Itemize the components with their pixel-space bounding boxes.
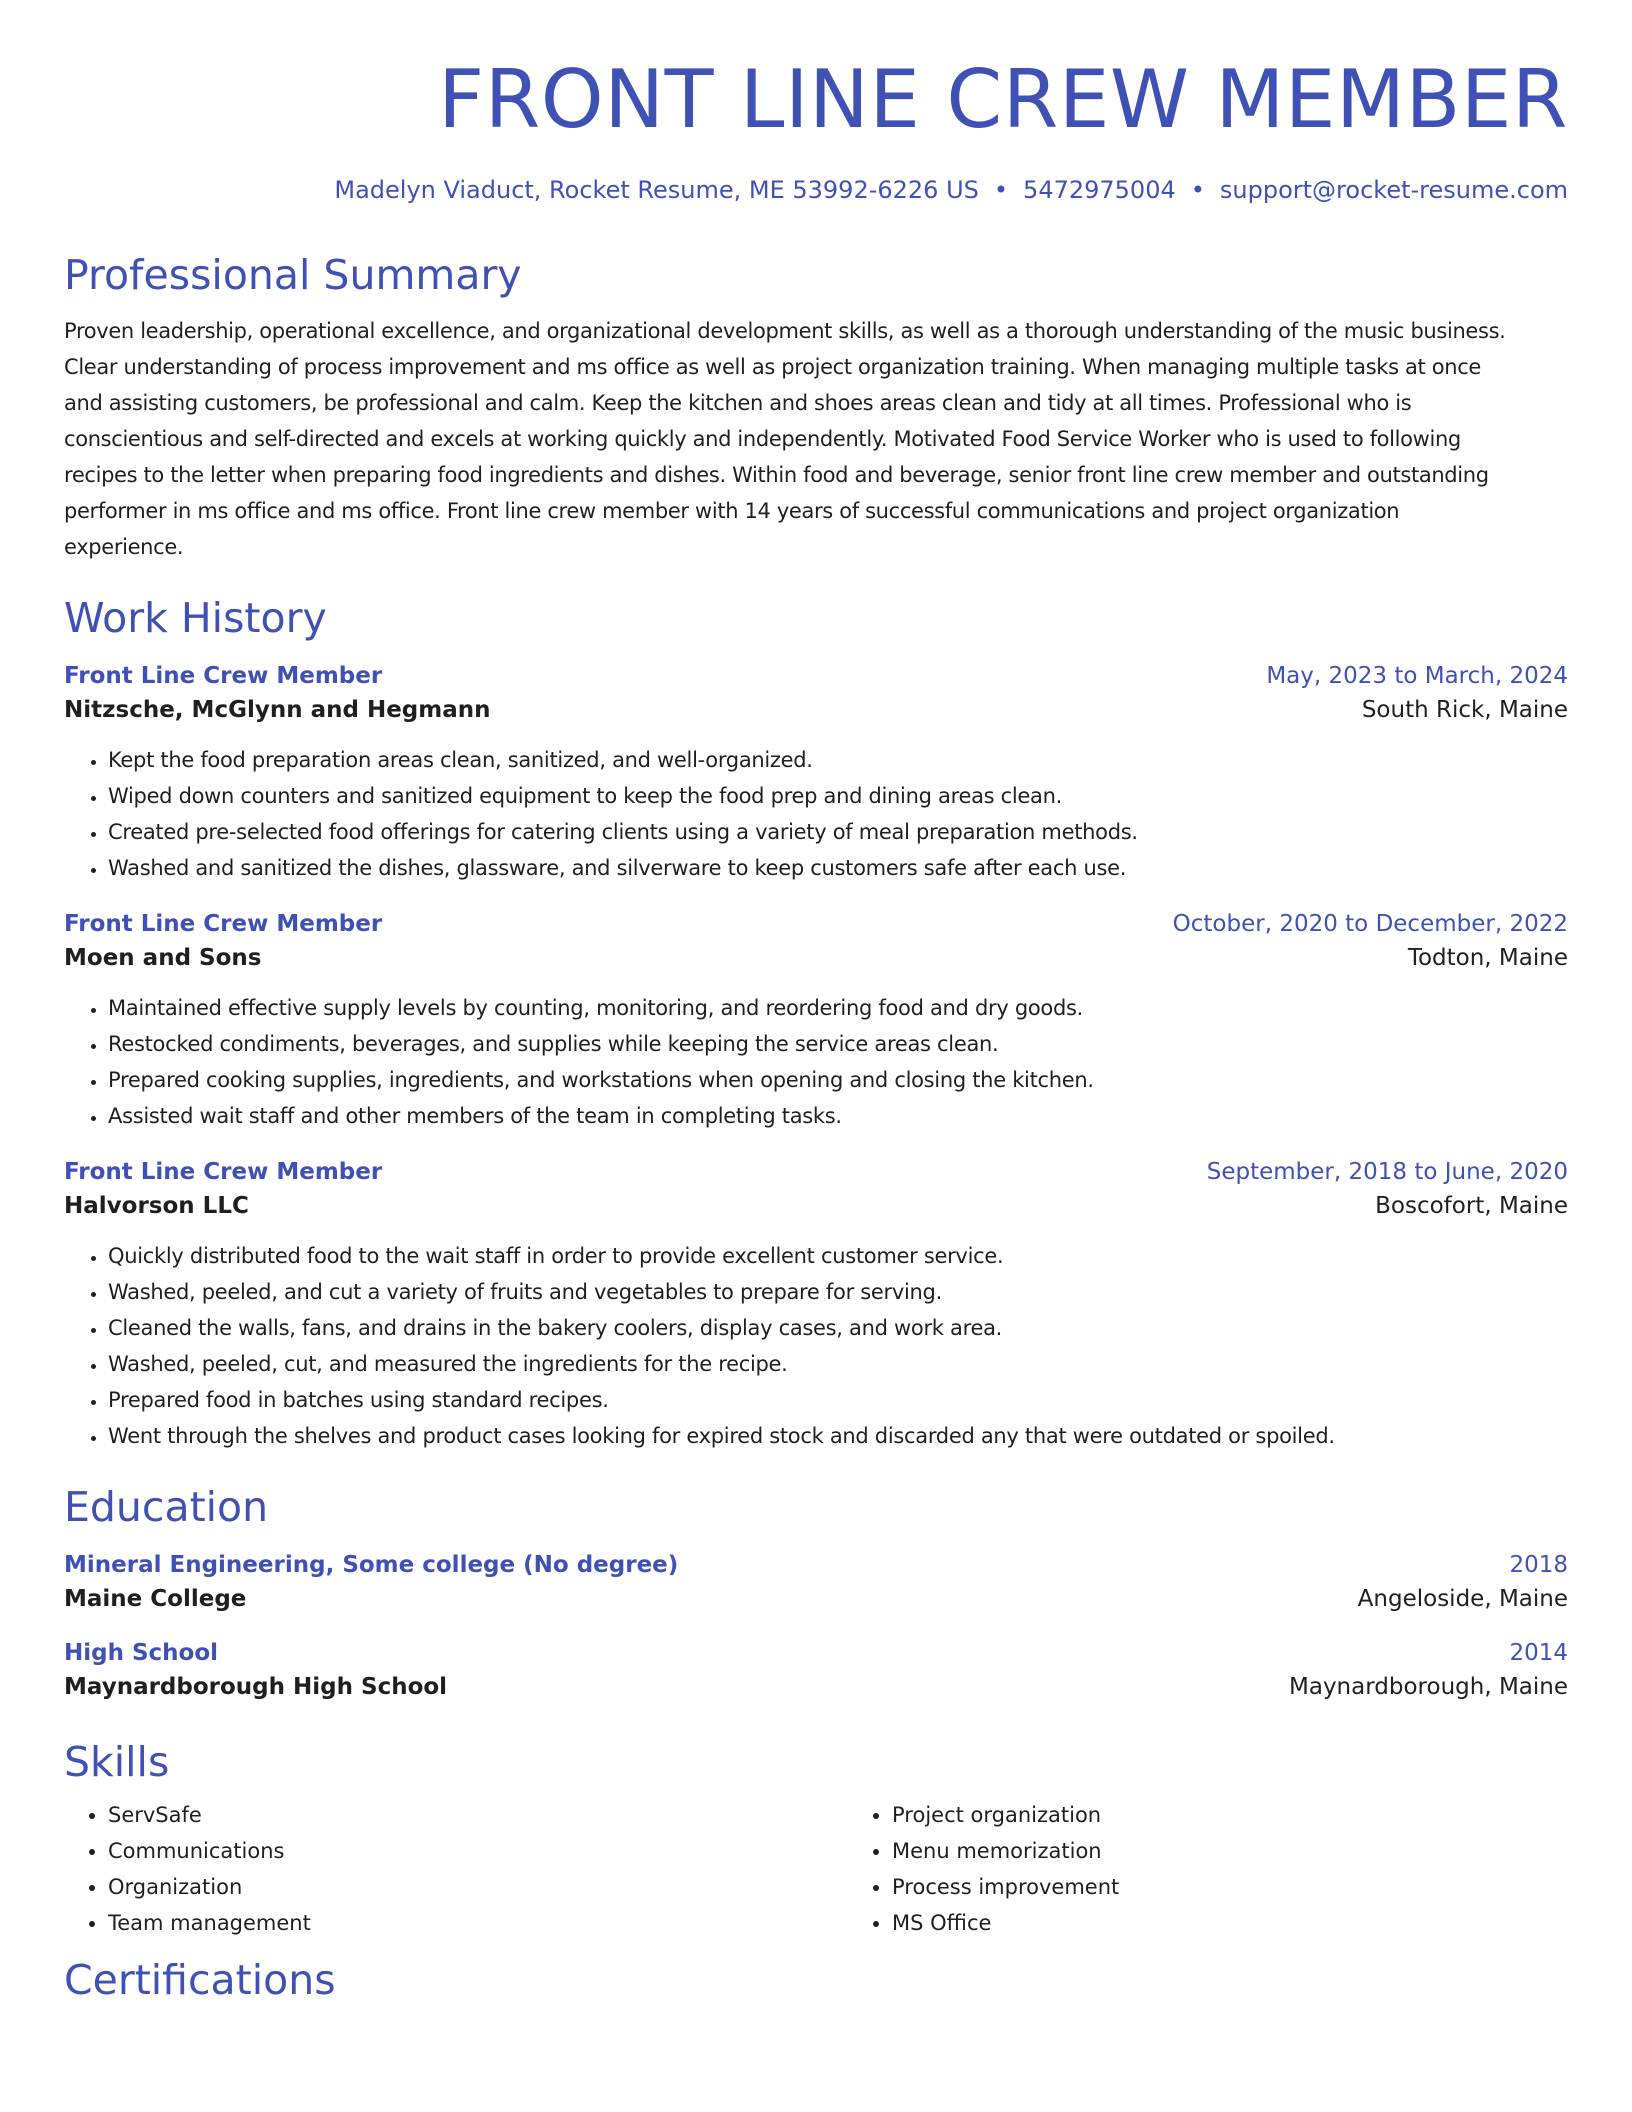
summary-line: and assisting customers, be professional and calm. Keep the kitchen and shoes areas clean and tidy at all times. Professional who is <box>64 391 1412 416</box>
job-location: South Rick, Maine <box>1361 697 1568 724</box>
job-bullet: • Quickly distributed food to the wait staff in order to provide excellent customer service. <box>108 1238 1568 1274</box>
resume-title: FRONT LINE CREW MEMBER <box>438 53 1568 146</box>
summary-line: performer in ms office and ms office. Front line crew member with 14 years of successful communications and project organization <box>64 499 1400 524</box>
job-bullet: • Washed, peeled, cut, and measured the ingredients for the recipe. <box>108 1346 1568 1382</box>
skill-item: • MS Office <box>892 1905 1119 1941</box>
job-company-row <box>64 940 1568 976</box>
job-bullet: • Assisted wait staff and other members of the team in completing tasks. <box>108 1098 1568 1134</box>
job-title: Front Line Crew Member <box>64 911 383 938</box>
job-bullet: • Washed, peeled, and cut a variety of fruits and vegetables to prepare for serving. <box>108 1274 1568 1310</box>
job-bullet: • Wiped down counters and sanitized equipment to keep the food prep and dining areas clean. <box>108 778 1568 814</box>
job-bullet: • Maintained effective supply levels by counting, monitoring, and reordering food and dry goods. <box>108 990 1568 1026</box>
resume-content <box>64 0 1568 2004</box>
education-degree: Mineral Engineering, Some college (No degree) <box>64 1552 679 1579</box>
job-header-row <box>64 908 1568 940</box>
summary-line: Proven leadership, operational excellence, and organizational development skills, as well as a thorough understanding of the music business. <box>64 319 1506 344</box>
job-dates: May, 2023 to March, 2024 <box>1266 663 1568 690</box>
job-dates: September, 2018 to June, 2020 <box>1206 1159 1568 1186</box>
education-location: Angeloside, Maine <box>1357 1586 1568 1613</box>
education-year: 2014 <box>1509 1640 1568 1667</box>
summary-line: recipes to the letter when preparing food ingredients and dishes. Within food and beverage, senior front line crew member and outstanding <box>64 463 1489 488</box>
education-school-row <box>64 1581 1568 1617</box>
education-location: Maynardborough, Maine <box>1289 1674 1568 1701</box>
skills-list-left <box>64 1797 848 1941</box>
education-year: 2018 <box>1509 1552 1568 1579</box>
contact-address: Madelyn Viaduct, Rocket Resume, ME 53992-6226 US <box>334 176 979 204</box>
skills-list-right <box>848 1797 1119 1941</box>
job-bullet: • Prepared cooking supplies, ingredients, and workstations when opening and closing the kitchen. <box>108 1062 1568 1098</box>
job-bullet: • Washed and sanitized the dishes, glassware, and silverware to keep customers safe after each use. <box>108 850 1568 886</box>
education-header-row <box>64 1549 1568 1581</box>
skill-item: • Project organization <box>892 1797 1119 1833</box>
skill-item: • Process improvement <box>892 1869 1119 1905</box>
summary-paragraph <box>64 313 1568 565</box>
job-entry <box>64 908 1568 1134</box>
section-heading-work-history: Work History <box>64 594 327 643</box>
section-heading-education: Education <box>64 1483 269 1532</box>
skill-item: • Menu memorization <box>892 1833 1119 1869</box>
education-header-row <box>64 1637 1568 1669</box>
job-header-row <box>64 1156 1568 1188</box>
contact-phone: 5472975004 <box>1023 176 1176 204</box>
job-header-row <box>64 660 1568 692</box>
contact-separator: • <box>1190 176 1205 204</box>
job-bullets <box>64 742 1568 886</box>
education-degree: High School <box>64 1640 219 1667</box>
contact-line <box>64 176 1568 204</box>
job-company: Moen and Sons <box>64 945 262 972</box>
education-school: Maynardborough High School <box>64 1674 448 1701</box>
job-bullet: • Kept the food preparation areas clean, sanitized, and well-organized. <box>108 742 1568 778</box>
job-bullet: • Restocked condiments, beverages, and supplies while keeping the service areas clean. <box>108 1026 1568 1062</box>
job-bullets <box>64 990 1568 1134</box>
job-location: Todton, Maine <box>1407 945 1568 972</box>
contact-separator: • <box>993 176 1009 204</box>
job-company: Halvorson LLC <box>64 1193 249 1220</box>
job-entry <box>64 1156 1568 1454</box>
job-bullet: • Prepared food in batches using standard recipes. <box>108 1382 1568 1418</box>
skill-item: • Team management <box>108 1905 848 1941</box>
job-company: Nitzsche, McGlynn and Hegmann <box>64 697 491 724</box>
skills-columns <box>64 1797 1568 1941</box>
job-title: Front Line Crew Member <box>64 1159 383 1186</box>
skill-item: • Organization <box>108 1869 848 1905</box>
job-bullets <box>64 1238 1568 1454</box>
education-entry <box>64 1549 1568 1617</box>
skill-item: • ServSafe <box>108 1797 848 1833</box>
education-school-row <box>64 1669 1568 1705</box>
job-bullet: • Went through the shelves and product cases looking for expired stock and discarded any that were outdated or spoiled. <box>108 1418 1568 1454</box>
summary-line: Clear understanding of process improvement and ms office as well as project organization training. When managing multiple tasks at once <box>64 355 1481 380</box>
skill-item: • Communications <box>108 1833 848 1869</box>
summary-line: conscientious and self-directed and excels at working quickly and independently. Motivated Food Service Worker who is used to following <box>64 427 1461 452</box>
job-location: Boscofort, Maine <box>1375 1193 1568 1220</box>
job-entry <box>64 660 1568 886</box>
summary-line: experience. <box>64 535 184 560</box>
job-bullet: • Created pre-selected food offerings for catering clients using a variety of meal preparation methods. <box>108 814 1568 850</box>
job-company-row <box>64 692 1568 728</box>
job-dates: October, 2020 to December, 2022 <box>1172 911 1568 938</box>
contact-email: support@rocket-resume.com <box>1219 176 1568 204</box>
education-entry <box>64 1637 1568 1705</box>
section-heading-summary: Professional Summary <box>64 251 522 299</box>
job-company-row <box>64 1188 1568 1224</box>
education-school: Maine College <box>64 1586 247 1613</box>
section-heading-partial: Certifications <box>64 1955 336 2004</box>
job-title: Front Line Crew Member <box>64 663 383 690</box>
job-bullet: • Cleaned the walls, fans, and drains in the bakery coolers, display cases, and work area. <box>108 1310 1568 1346</box>
section-heading-skills: Skills <box>64 1738 170 1787</box>
